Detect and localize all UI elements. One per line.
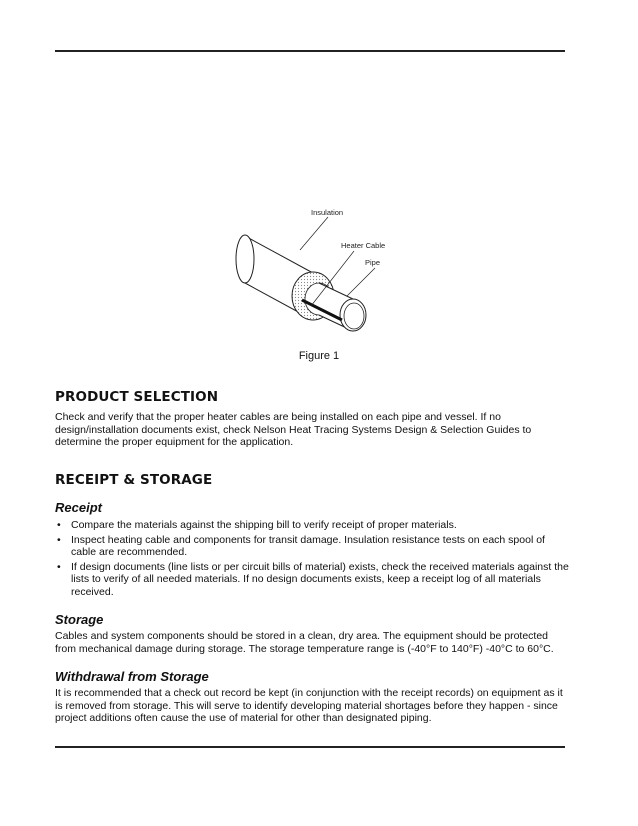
footer-rule (55, 746, 565, 748)
list-item-text: Compare the materials against the shipping bill to verify receipt of proper materials. (71, 519, 457, 531)
figure-1-illustration (225, 200, 425, 350)
header-rule (55, 50, 565, 52)
list-item: • Compare the materials against the shipping bill to verify receipt of proper materials. (57, 519, 457, 531)
list-item: • If design documents (line lists or per circuit bills of material) exists, check the received materials against the lists to verify of all needed materials. If no design documents exists, keep a receipt log of all materials received. (57, 560, 569, 598)
receipt-heading: Receipt (55, 500, 102, 515)
list-item-text: If design documents (line lists or per circuit bills of material) exists, check the received materials against the lists to verify of all needed materials. If no design documents exists, keep a receipt log of all materials received. (71, 560, 569, 598)
receipt-storage-heading: RECEIPT & STORAGE (55, 472, 213, 488)
storage-heading: Storage (55, 612, 104, 627)
product-selection-heading: PRODUCT SELECTION (55, 389, 219, 405)
withdrawal-heading: Withdrawal from Storage (55, 669, 209, 684)
heater-cable-label: Heater Cable (341, 241, 386, 250)
product-selection-body: Check and verify that the proper heater cables are being installed on each pipe and vessel. If no design/installation documents exist, check Nelson Heat Tracing Systems Design & Selection Guides to determine the proper equipment for the application. (55, 411, 532, 448)
pipe-label: Pipe (365, 258, 381, 267)
list-item-text: Inspect heating cable and components for transit damage. Insulation resistance tests on each spool of cable are recommended. (71, 533, 545, 558)
list-item: • Inspect heating cable and components for transit damage. Insulation resistance tests on each spool of cable are recommended. (57, 533, 545, 558)
pipe-insulation-diagram (225, 200, 425, 350)
insulation-label: Insulation (311, 208, 344, 217)
product-selection-section (55, 389, 570, 449)
receipt-storage-section (55, 472, 570, 725)
withdrawal-body: It is recommended that a check out record be kept (in conjunction with the receipt records) on equipment as it is removed from storage. This will serve to identify developing material shortages before they happen - since project additions often cause the use of material for other than designated piping. (55, 687, 563, 724)
storage-body: Cables and system components should be stored in a clean, dry area. The equipment should be protected from mechanical damage during storage. The storage temperature range is (-40°F to 140°F) -40°C to 60°C. (55, 630, 554, 655)
figure-caption: Figure 1 (298, 350, 340, 362)
receipt-list (55, 519, 570, 598)
